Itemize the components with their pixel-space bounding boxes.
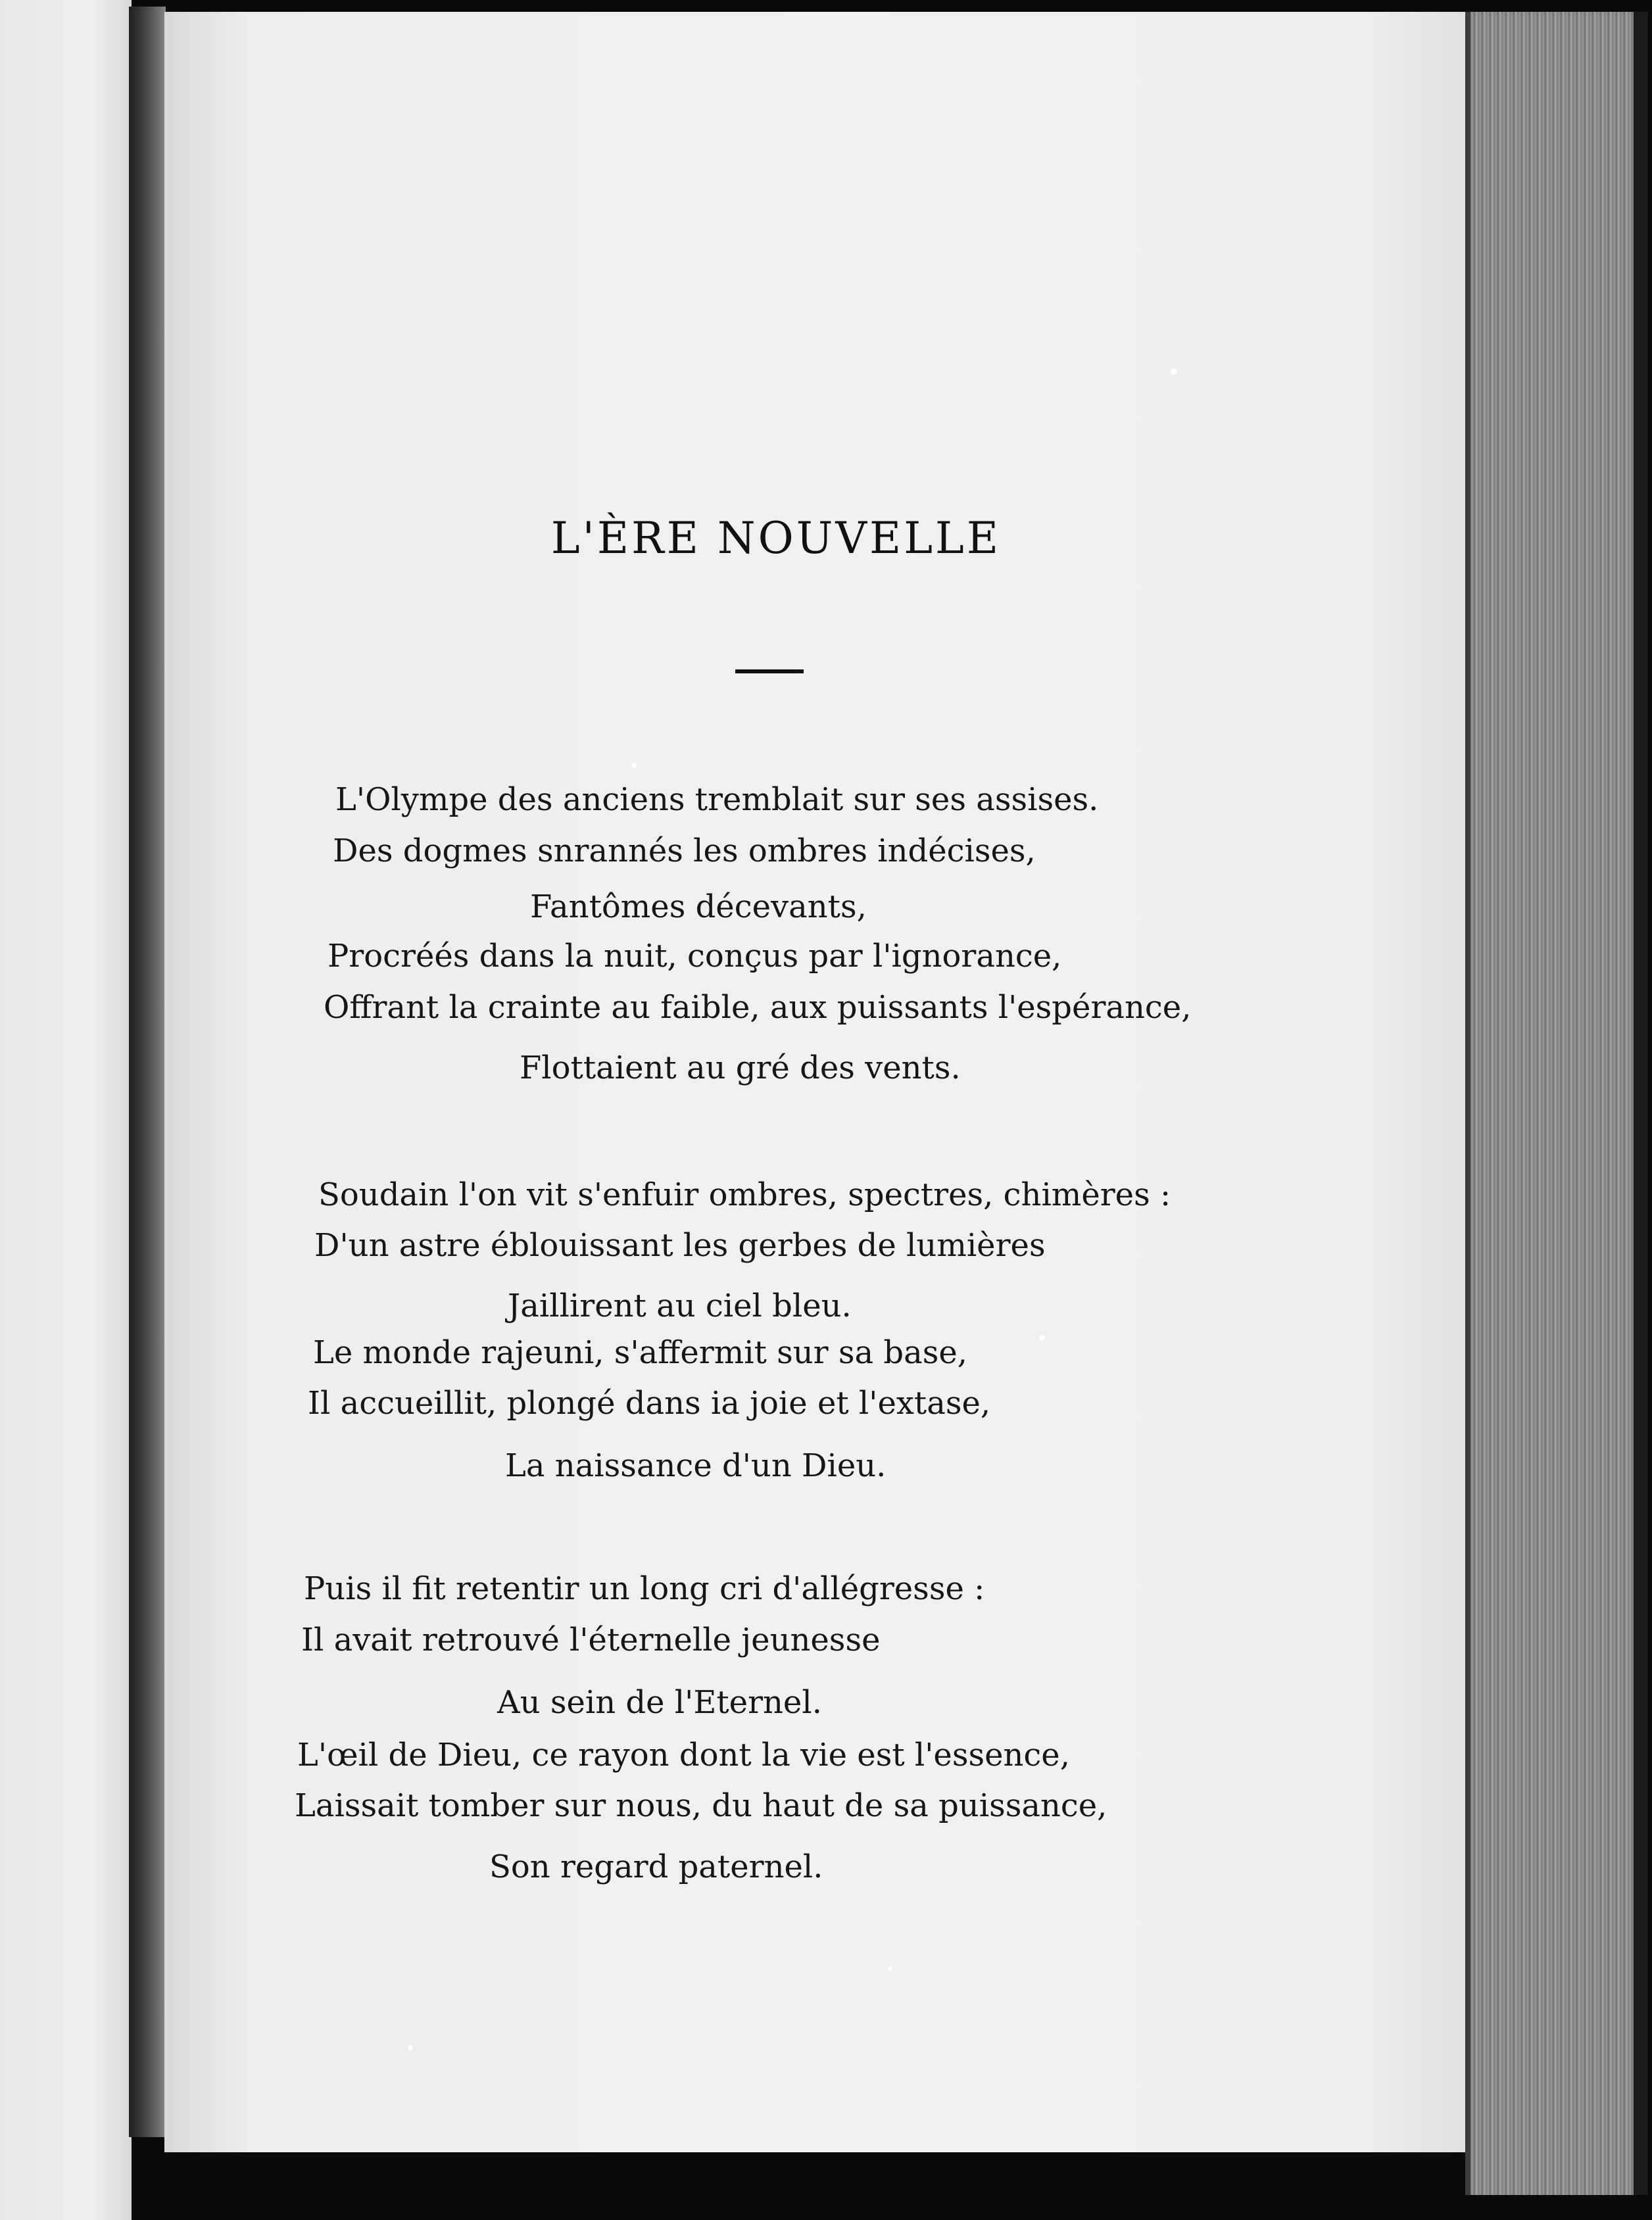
poem-line: Offrant la crainte au faible, aux puissants l'espérance,: [324, 989, 1192, 1026]
poem-line: Au sein de l'Eternel.: [497, 1684, 822, 1721]
poem-line: Il avait retrouvé l'éternelle jeunesse: [301, 1622, 881, 1658]
poem-line: Procréés dans la nuit, conçus par l'ignorance,: [328, 938, 1062, 975]
poem-line: L'œil de Dieu, ce rayon dont la vie est l'essence,: [297, 1737, 1070, 1774]
poem-title: L'ÈRE NOUVELLE: [550, 513, 1002, 564]
poem-line: Il accueillit, plongé dans ia joie et l'extase,: [308, 1385, 991, 1422]
poem-line: Soudain l'on vit s'enfuir ombres, spectres, chimères :: [318, 1176, 1171, 1213]
poem-line: D'un astre éblouissant les gerbes de lumières: [314, 1227, 1046, 1264]
poem-line: L'Olympe des anciens tremblait sur ses assises.: [335, 781, 1099, 818]
poem-line: Laissait tomber sur nous, du haut de sa puissance,: [295, 1787, 1107, 1824]
scan-speck: [631, 763, 637, 768]
poem-line: Le monde rajeuni, s'affermit sur sa base,: [313, 1334, 968, 1371]
poem-line: Des dogmes snrannés les ombres indécises,: [333, 832, 1036, 869]
scan-speck: [1039, 1335, 1045, 1341]
scan-speck: [888, 1966, 892, 1971]
scan-speck: [1171, 368, 1177, 375]
poem-line: Son regard paternel.: [489, 1848, 823, 1885]
poem-line: Flottaient au gré des vents.: [520, 1050, 961, 1086]
poem-line: Jaillirent au ciel bleu.: [508, 1288, 852, 1324]
poem-line: Fantômes décevants,: [530, 888, 867, 925]
poem-line: La naissance d'un Dieu.: [505, 1447, 887, 1484]
scan-speck: [408, 2045, 413, 2050]
poem-line: Puis il fit retentir un long cri d'allégresse :: [304, 1570, 985, 1607]
